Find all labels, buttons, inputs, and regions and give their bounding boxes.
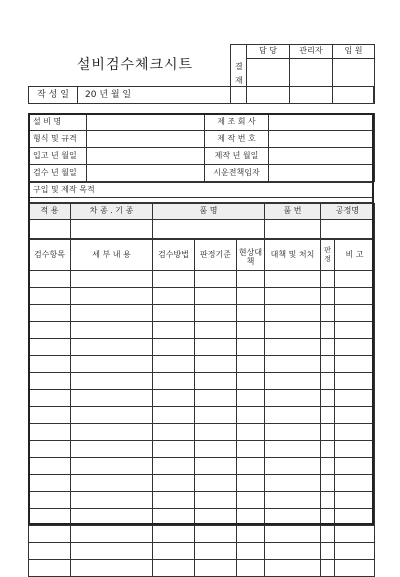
criteria-cell[interactable]: [195, 339, 237, 356]
info-row: [29, 131, 375, 148]
status-cell[interactable]: [237, 271, 265, 288]
judge-cell[interactable]: [321, 560, 335, 577]
judge-cell[interactable]: [321, 543, 335, 560]
info-label: 설 비 명: [29, 114, 87, 131]
date-label: 작 성 일: [29, 87, 78, 103]
status-cell[interactable]: [237, 458, 265, 475]
vehicle-type-header: 차 종 . 기 종: [71, 204, 153, 220]
info-value-field[interactable]: [87, 148, 205, 165]
remark-cell[interactable]: [335, 390, 375, 407]
criteria-cell[interactable]: [195, 407, 237, 424]
page-title: 설비검수체크시트: [76, 57, 194, 73]
check-item-cell[interactable]: [29, 271, 71, 288]
info-row: [29, 165, 375, 182]
remark-cell[interactable]: [335, 271, 375, 288]
check-item-header: 검수항목: [29, 240, 71, 271]
check-item-cell[interactable]: [29, 322, 71, 339]
application-header: 적 용: [29, 204, 71, 220]
application-table: [28, 203, 375, 239]
status-cell[interactable]: [237, 509, 265, 526]
detail-cell[interactable]: [71, 441, 153, 458]
check-item-cell[interactable]: [29, 560, 71, 577]
part-number-header: 품 번: [265, 204, 321, 220]
check-item-cell[interactable]: [29, 356, 71, 373]
check-row: [29, 526, 375, 543]
remark-cell[interactable]: [335, 509, 375, 526]
judge-cell[interactable]: [321, 526, 335, 543]
check-row: [29, 271, 375, 288]
detail-cell[interactable]: [71, 322, 153, 339]
criteria-cell[interactable]: [195, 271, 237, 288]
check-row: [29, 407, 375, 424]
remark-cell[interactable]: [335, 543, 375, 560]
method-cell[interactable]: [153, 458, 195, 475]
remark-cell[interactable]: [335, 560, 375, 577]
check-row: [29, 322, 375, 339]
info-value-field[interactable]: [87, 114, 205, 131]
remark-cell[interactable]: [335, 526, 375, 543]
criteria-cell[interactable]: [195, 424, 237, 441]
check-row: [29, 475, 375, 492]
check-row: [29, 356, 375, 373]
purpose-spacer: [29, 198, 374, 203]
remark-cell[interactable]: [335, 407, 375, 424]
approval-side-label: 결재: [231, 45, 247, 104]
criteria-cell[interactable]: [195, 390, 237, 407]
method-cell[interactable]: [153, 509, 195, 526]
criteria-cell[interactable]: [195, 458, 237, 475]
check-row: [29, 441, 375, 458]
method-cell[interactable]: [153, 373, 195, 390]
criteria-cell[interactable]: [195, 526, 237, 543]
criteria-cell[interactable]: [195, 373, 237, 390]
application-field[interactable]: [29, 220, 71, 239]
judge-cell[interactable]: [321, 458, 335, 475]
judge-cell[interactable]: [321, 322, 335, 339]
detail-cell[interactable]: [71, 492, 153, 509]
remark-cell[interactable]: [335, 288, 375, 305]
info-value-field[interactable]: [269, 131, 375, 148]
method-header: 검수방법: [153, 240, 195, 271]
purpose-label: 구입 및 제작 목적: [29, 183, 374, 198]
method-cell[interactable]: [153, 305, 195, 322]
action-header: 대책 및 처치: [265, 240, 321, 271]
check-row: [29, 458, 375, 475]
check-item-cell[interactable]: [29, 339, 71, 356]
detail-cell[interactable]: [71, 390, 153, 407]
judge-cell[interactable]: [321, 373, 335, 390]
check-item-cell[interactable]: [29, 373, 71, 390]
judge-cell[interactable]: [321, 356, 335, 373]
remark-cell[interactable]: [335, 356, 375, 373]
detail-cell[interactable]: [71, 288, 153, 305]
check-row: [29, 339, 375, 356]
detail-cell[interactable]: [71, 407, 153, 424]
check-row: [29, 543, 375, 560]
status-cell[interactable]: [237, 356, 265, 373]
detail-cell[interactable]: [71, 560, 153, 577]
check-item-cell[interactable]: [29, 441, 71, 458]
detail-cell[interactable]: [71, 475, 153, 492]
check-item-cell[interactable]: [29, 475, 71, 492]
check-row: [29, 373, 375, 390]
status-cell[interactable]: [237, 339, 265, 356]
application-header-row: [29, 204, 375, 220]
action-cell[interactable]: [265, 390, 321, 407]
judge-cell[interactable]: [321, 441, 335, 458]
status-cell[interactable]: [237, 543, 265, 560]
method-cell[interactable]: [153, 339, 195, 356]
info-row: [29, 148, 375, 165]
date-value[interactable]: 20 년 월 일: [85, 90, 132, 100]
info-value-field[interactable]: [87, 131, 205, 148]
criteria-cell[interactable]: [195, 288, 237, 305]
product-name-field[interactable]: [153, 220, 265, 239]
action-cell[interactable]: [265, 356, 321, 373]
check-item-cell[interactable]: [29, 390, 71, 407]
info-label: 형식 및 규격: [29, 131, 87, 148]
method-cell[interactable]: [153, 475, 195, 492]
check-header-row: [29, 240, 375, 271]
process-name-header: 공정명: [321, 204, 375, 220]
method-cell[interactable]: [153, 356, 195, 373]
approval-col-manager: 담 당: [247, 45, 290, 59]
method-cell[interactable]: [153, 390, 195, 407]
info-label: 제 조 회 사: [205, 114, 269, 131]
detail-cell[interactable]: [71, 271, 153, 288]
status-cell[interactable]: [237, 441, 265, 458]
check-item-cell[interactable]: [29, 458, 71, 475]
check-item-cell[interactable]: [29, 543, 71, 560]
info-label: 검수 년 월일: [29, 165, 87, 182]
process-name-field[interactable]: [321, 220, 375, 239]
remark-cell[interactable]: [335, 458, 375, 475]
judge-header: 판정: [321, 240, 335, 271]
action-cell[interactable]: [265, 475, 321, 492]
method-cell[interactable]: [153, 441, 195, 458]
remark-header: 비 고: [335, 240, 375, 271]
detail-cell[interactable]: [71, 356, 153, 373]
date-row: [28, 86, 374, 104]
action-cell[interactable]: [265, 373, 321, 390]
judge-cell[interactable]: [321, 288, 335, 305]
status-cell[interactable]: [237, 492, 265, 509]
detail-cell[interactable]: [71, 424, 153, 441]
method-cell[interactable]: [153, 492, 195, 509]
criteria-cell[interactable]: [195, 560, 237, 577]
criteria-cell[interactable]: [195, 441, 237, 458]
check-item-cell[interactable]: [29, 526, 71, 543]
remark-cell[interactable]: [335, 339, 375, 356]
detail-cell[interactable]: [71, 509, 153, 526]
action-cell[interactable]: [265, 509, 321, 526]
judge-cell[interactable]: [321, 492, 335, 509]
status-cell[interactable]: [237, 407, 265, 424]
check-item-cell[interactable]: [29, 509, 71, 526]
status-cell[interactable]: [237, 305, 265, 322]
vehicle-type-field[interactable]: [71, 220, 153, 239]
status-cell[interactable]: [237, 475, 265, 492]
check-row: [29, 305, 375, 322]
judge-cell[interactable]: [321, 407, 335, 424]
detail-cell[interactable]: [71, 543, 153, 560]
remark-cell[interactable]: [335, 373, 375, 390]
criteria-cell[interactable]: [195, 509, 237, 526]
check-item-cell[interactable]: [29, 492, 71, 509]
info-table: [28, 113, 375, 182]
remark-cell[interactable]: [335, 475, 375, 492]
action-cell[interactable]: [265, 543, 321, 560]
info-row: [29, 114, 375, 131]
info-label: 제 작 번 호: [205, 131, 269, 148]
detail-header: 세 부 내 용: [71, 240, 153, 271]
status-cell[interactable]: [237, 288, 265, 305]
check-row: [29, 492, 375, 509]
approval-col-executive: 임 원: [333, 45, 375, 59]
detail-cell[interactable]: [71, 458, 153, 475]
check-row: [29, 509, 375, 526]
approval-col-admin: 관리자: [290, 45, 333, 59]
main-form: [28, 113, 374, 577]
action-cell[interactable]: [265, 322, 321, 339]
check-item-cell[interactable]: [29, 407, 71, 424]
action-cell[interactable]: [265, 305, 321, 322]
detail-cell[interactable]: [71, 339, 153, 356]
action-cell[interactable]: [265, 526, 321, 543]
info-value-field[interactable]: [87, 165, 205, 182]
check-row: [29, 390, 375, 407]
purpose-table: [28, 182, 374, 203]
part-number-field[interactable]: [265, 220, 321, 239]
criteria-header: 판정기준: [195, 240, 237, 271]
status-cell[interactable]: [237, 322, 265, 339]
check-row: [29, 424, 375, 441]
method-cell[interactable]: [153, 288, 195, 305]
status-header: 현상대책: [237, 240, 265, 271]
check-row: [29, 288, 375, 305]
status-cell[interactable]: [237, 560, 265, 577]
judge-cell[interactable]: [321, 305, 335, 322]
action-cell[interactable]: [265, 288, 321, 305]
criteria-cell[interactable]: [195, 492, 237, 509]
status-cell[interactable]: [237, 390, 265, 407]
remark-cell[interactable]: [335, 322, 375, 339]
product-name-header: 품 명: [153, 204, 265, 220]
method-cell[interactable]: [153, 322, 195, 339]
method-cell[interactable]: [153, 543, 195, 560]
check-item-cell[interactable]: [29, 424, 71, 441]
judge-cell[interactable]: [321, 475, 335, 492]
check-item-cell[interactable]: [29, 305, 71, 322]
method-cell[interactable]: [153, 560, 195, 577]
method-cell[interactable]: [153, 407, 195, 424]
remark-cell[interactable]: [335, 424, 375, 441]
info-label: 제작 년 월일: [205, 148, 269, 165]
judge-cell[interactable]: [321, 509, 335, 526]
remark-cell[interactable]: [335, 305, 375, 322]
action-cell[interactable]: [265, 458, 321, 475]
criteria-cell[interactable]: [195, 305, 237, 322]
check-item-cell[interactable]: [29, 288, 71, 305]
remark-cell[interactable]: [335, 492, 375, 509]
check-row: [29, 560, 375, 577]
status-cell[interactable]: [237, 526, 265, 543]
method-cell[interactable]: [153, 424, 195, 441]
application-value-row: [29, 220, 375, 239]
criteria-cell[interactable]: [195, 356, 237, 373]
info-label: 시운전책임자: [205, 165, 269, 182]
judge-cell[interactable]: [321, 390, 335, 407]
status-cell[interactable]: [237, 373, 265, 390]
status-cell[interactable]: [237, 424, 265, 441]
check-table: [28, 239, 375, 577]
remark-cell[interactable]: [335, 441, 375, 458]
judge-cell[interactable]: [321, 271, 335, 288]
detail-cell[interactable]: [71, 305, 153, 322]
action-cell[interactable]: [265, 424, 321, 441]
info-label: 입고 년 월일: [29, 148, 87, 165]
criteria-cell[interactable]: [195, 475, 237, 492]
action-cell[interactable]: [265, 339, 321, 356]
action-cell[interactable]: [265, 441, 321, 458]
criteria-cell[interactable]: [195, 543, 237, 560]
criteria-cell[interactable]: [195, 322, 237, 339]
action-cell[interactable]: [265, 560, 321, 577]
method-cell[interactable]: [153, 526, 195, 543]
detail-cell[interactable]: [71, 373, 153, 390]
info-value-field[interactable]: [269, 148, 375, 165]
detail-cell[interactable]: [71, 526, 153, 543]
judge-cell[interactable]: [321, 339, 335, 356]
info-value-field[interactable]: [269, 114, 375, 131]
method-cell[interactable]: [153, 271, 195, 288]
info-value-field[interactable]: [269, 165, 375, 182]
action-cell[interactable]: [265, 407, 321, 424]
action-cell[interactable]: [265, 271, 321, 288]
judge-cell[interactable]: [321, 424, 335, 441]
action-cell[interactable]: [265, 492, 321, 509]
